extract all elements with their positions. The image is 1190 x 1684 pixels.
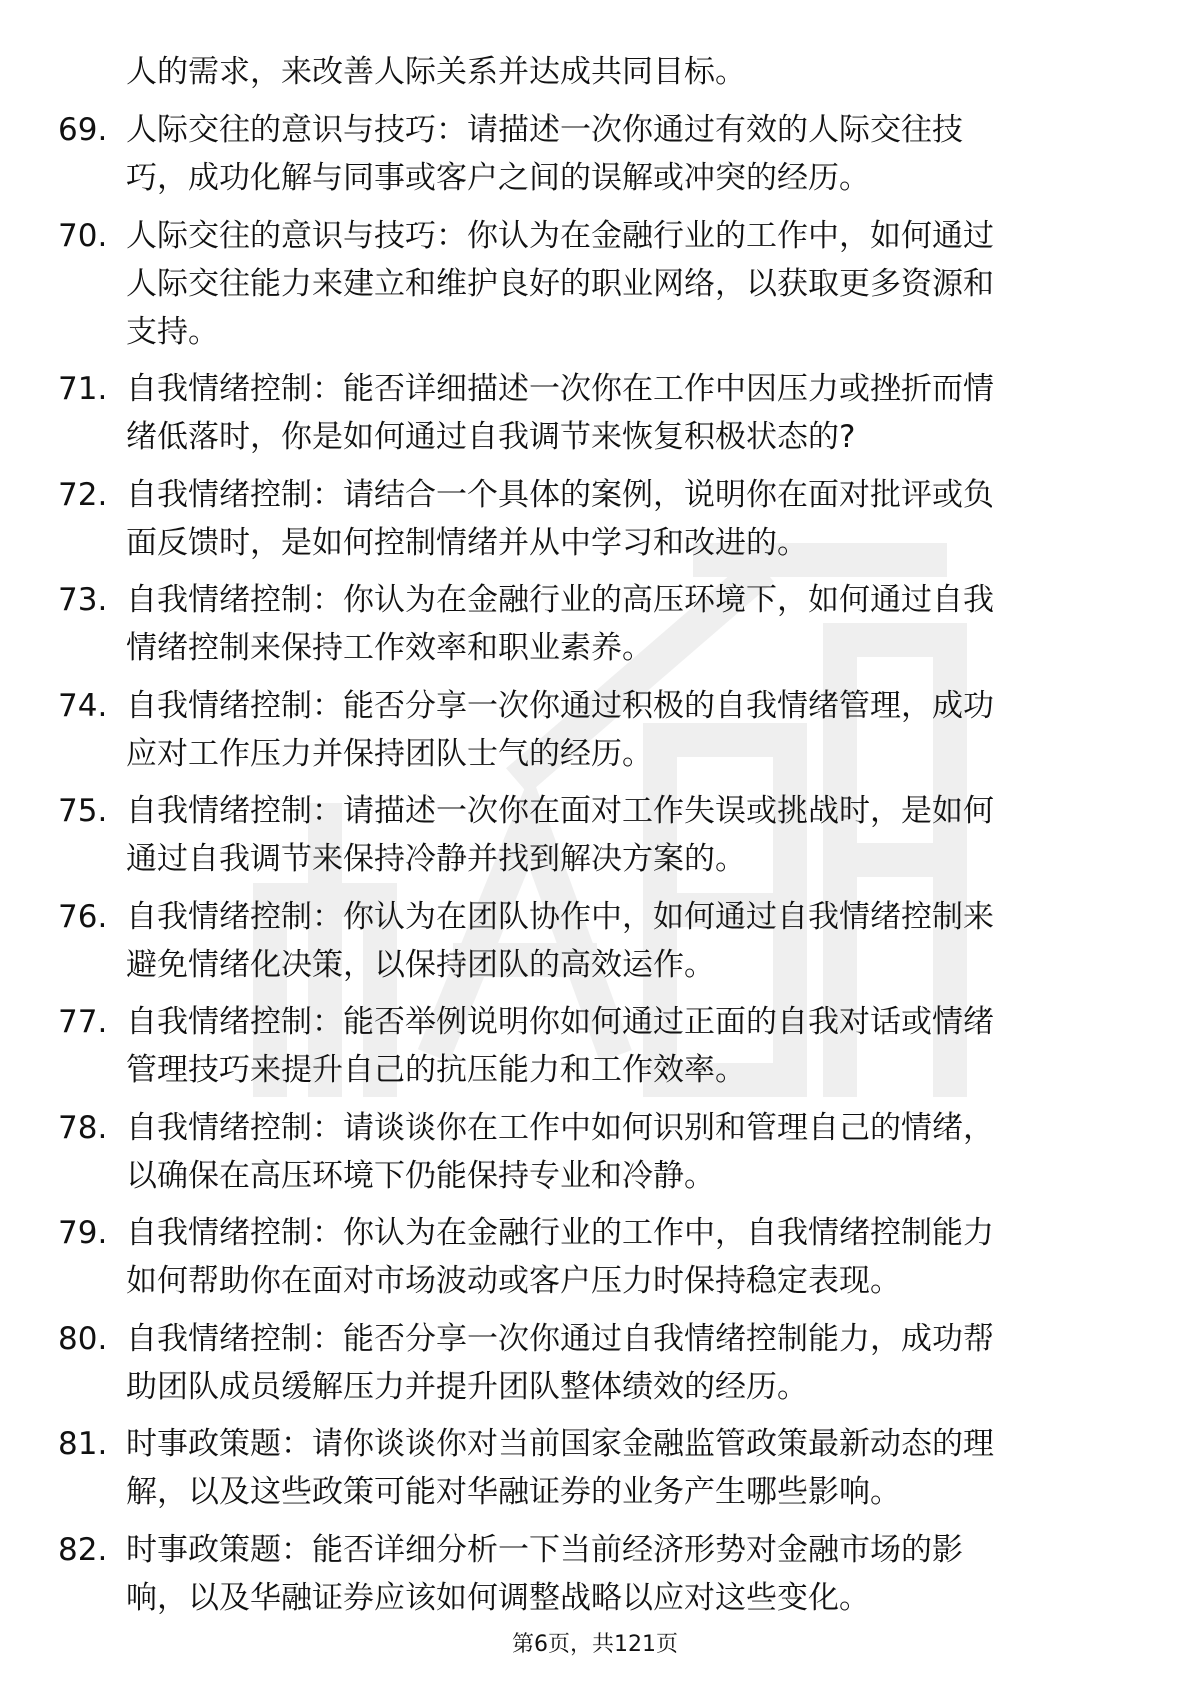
question-text-line: 应对工作压力并保持团队士气的经历。 <box>126 735 653 772</box>
question-item <box>58 893 1118 989</box>
question-text <box>126 212 1121 356</box>
question-text <box>126 787 1121 883</box>
question-number: 75. <box>58 793 108 829</box>
question-text <box>126 1104 1121 1200</box>
question-text <box>126 998 1121 1094</box>
question-number: 71. <box>58 371 108 407</box>
question-text-line: 自我情绪控制：你认为在金融行业的工作中，自我情绪控制能力 <box>126 1215 994 1251</box>
question-item <box>58 576 1118 672</box>
question-text-line: 以确保在高压环境下仍能保持专业和冷静。 <box>126 1157 715 1194</box>
question-text-line: 自我情绪控制：能否分享一次你通过自我情绪控制能力，成功帮 <box>126 1320 994 1357</box>
question-item <box>58 365 1118 461</box>
question-text <box>126 106 1121 202</box>
question-item <box>58 1209 1118 1305</box>
question-text <box>126 893 1121 989</box>
question-text <box>126 1420 1121 1516</box>
question-text-line: 人际交往的意识与技巧：请描述一次你通过有效的人际交往技 <box>126 112 963 148</box>
question-text-line: 时事政策题：能否详细分析一下当前经济形势对金融市场的影 <box>126 1531 963 1568</box>
question-text-line: 自我情绪控制：能否详细描述一次你在工作中因压力或挫折而情 <box>126 371 994 407</box>
question-number: 77. <box>58 1004 108 1040</box>
question-text-line: 时事政策题：请你谈谈你对当前国家金融监管政策最新动态的理 <box>126 1426 994 1462</box>
question-number: 81. <box>58 1426 108 1462</box>
question-item <box>58 471 1118 567</box>
question-text-line: 自我情绪控制：能否分享一次你通过积极的自我情绪管理，成功 <box>126 687 994 724</box>
question-item <box>58 682 1118 778</box>
question-text-line: 通过自我调节来保持冷静并找到解决方案的。 <box>126 841 746 877</box>
question-text-line: 自我情绪控制：请谈谈你在工作中如何识别和管理自己的情绪， <box>126 1109 994 1146</box>
question-number: 73. <box>58 582 108 618</box>
question-text-line: 面反馈时，是如何控制情绪并从中学习和改进的。 <box>126 524 808 561</box>
question-number: 72. <box>58 476 108 513</box>
continuation-text: 人的需求，来改善人际关系并达成共同目标。 <box>126 54 746 90</box>
question-text-line: 自我情绪控制：能否举例说明你如何通过正面的自我对话或情绪 <box>126 1004 994 1040</box>
question-number: 78. <box>58 1109 108 1146</box>
question-item <box>58 1420 1118 1516</box>
questions-container <box>58 106 1118 1622</box>
question-item <box>58 212 1118 356</box>
question-text <box>126 365 1121 461</box>
question-text-line: 避免情绪化决策，以保持团队的高效运作。 <box>126 946 715 983</box>
question-text-line: 绪低落时，你是如何通过自我调节来恢复积极状态的? <box>126 419 856 455</box>
question-list <box>58 48 1118 1631</box>
question-number: 70. <box>58 217 108 254</box>
question-text <box>126 1209 1121 1305</box>
question-text <box>126 1526 1121 1622</box>
question-number: 74. <box>58 687 108 724</box>
question-item <box>58 787 1118 883</box>
question-text-line: 自我情绪控制：你认为在团队协作中，如何通过自我情绪控制来 <box>126 898 994 935</box>
question-text <box>126 1315 1121 1411</box>
question-item <box>58 1104 1118 1200</box>
question-text-line: 自我情绪控制：请描述一次你在面对工作失误或挑战时，是如何 <box>126 793 994 829</box>
question-text <box>126 471 1121 567</box>
question-text-line: 人际交往能力来建立和维护良好的职业网络，以获取更多资源和 <box>126 265 994 302</box>
question-number: 76. <box>58 898 108 935</box>
question-text-line: 如何帮助你在面对市场波动或客户压力时保持稳定表现。 <box>126 1263 901 1299</box>
question-item <box>58 998 1118 1094</box>
question-item <box>58 1315 1118 1411</box>
question-number: 79. <box>58 1215 108 1251</box>
page-footer: 第6页，共121页 <box>512 1632 678 1657</box>
question-number: 80. <box>58 1320 108 1357</box>
question-text-line: 支持。 <box>126 313 219 350</box>
question-text-line: 响，以及华融证券应该如何调整战略以应对这些变化。 <box>126 1579 870 1616</box>
question-text-line: 自我情绪控制：你认为在金融行业的高压环境下，如何通过自我 <box>126 582 994 618</box>
question-text <box>126 576 1121 672</box>
question-item <box>58 1526 1118 1622</box>
question-text-line: 人际交往的意识与技巧：你认为在金融行业的工作中，如何通过 <box>126 217 994 254</box>
question-text-line: 解，以及这些政策可能对华融证券的业务产生哪些影响。 <box>126 1474 901 1510</box>
question-text-line: 自我情绪控制：请结合一个具体的案例，说明你在面对批评或负 <box>126 476 994 513</box>
question-number: 82. <box>58 1531 108 1568</box>
question-number: 69. <box>58 112 108 148</box>
question-item <box>58 106 1118 202</box>
question-text-line: 情绪控制来保持工作效率和职业素养。 <box>126 630 653 666</box>
question-text <box>126 682 1121 778</box>
question-text-line: 助团队成员缓解压力并提升团队整体绩效的经历。 <box>126 1368 808 1405</box>
question-text-line: 管理技巧来提升自己的抗压能力和工作效率。 <box>126 1052 746 1088</box>
question-text-line: 巧，成功化解与同事或客户之间的误解或冲突的经历。 <box>126 160 870 196</box>
